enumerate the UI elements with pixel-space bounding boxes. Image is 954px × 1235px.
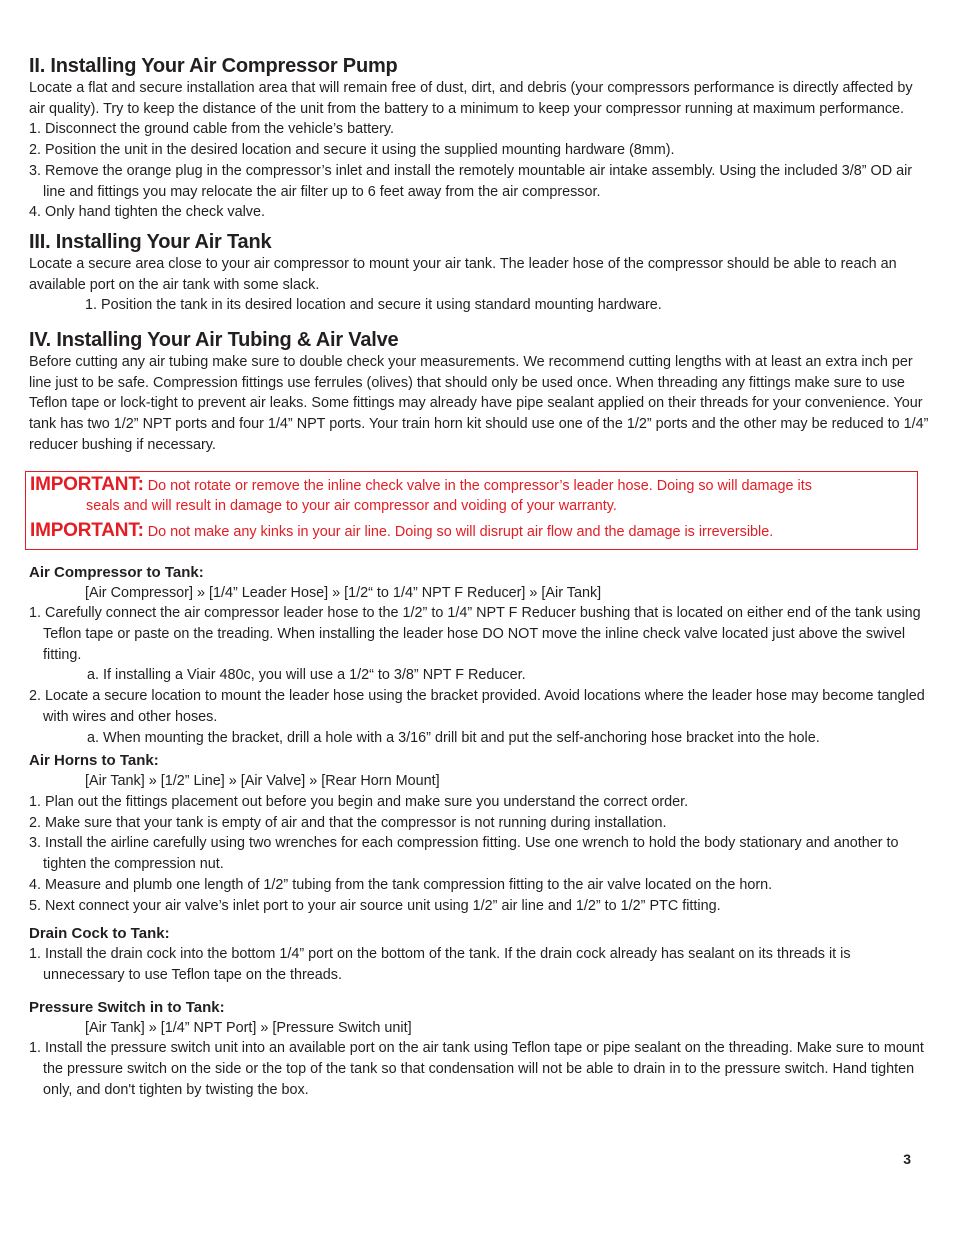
section-heading-air-tubing: IV. Installing Your Air Tubing & Air Valve <box>29 329 399 352</box>
step-item: 1. Position the tank in its desired location and secure it using standard mounting hardware. <box>85 297 662 314</box>
important-notice-box <box>25 471 918 550</box>
step-item: 3. Install the airline carefully using two wrenches for each compression fitting. Use one wrench to hold the body stationary and another to tighten the compression nut. <box>29 835 899 873</box>
important-label: IMPORTANT: <box>30 473 144 495</box>
step-item: 4. Measure and plumb one length of 1/2” tubing from the tank compression fitting to the air valve located on the horn. <box>29 876 773 893</box>
manual-page <box>29 54 929 1100</box>
important-note <box>30 475 917 497</box>
step-item: 1. Disconnect the ground cable from the vehicle’s battery. <box>29 121 395 138</box>
step-item: 1. Plan out the fittings placement out before you begin and make sure you understand the correct order. <box>29 793 689 810</box>
page-number: 3 <box>903 1151 911 1167</box>
step-item: 1. Install the pressure switch unit into an available port on the air tank using Teflon tape or pipe sealant on the threading. Make sure to mount the pressure switch on the side or the top of the tank so that condensation will not be able to drain in to the pressure switch. Hand tighten only, and don't tighten by twisting the box. <box>29 1040 924 1098</box>
sub-step-item: a. When mounting the bracket, drill a hole with a 3/16” drill bit and put the self-anchoring hose bracket into the hole. <box>87 729 820 746</box>
important-label: IMPORTANT: <box>30 519 144 541</box>
connection-path: [Air Compressor] » [1/4” Leader Hose] » [1/2“ to 1/4” NPT F Reducer] » [Air Tank] <box>85 584 602 601</box>
connection-path: [Air Tank] » [1/4” NPT Port] » [Pressure Switch unit] <box>85 1019 412 1036</box>
section-intro: Locate a flat and secure installation area that will remain free of dust, dirt, and debris (your compressors performance is directly affected by air quality). Try to keep the distance of the unit from the battery to a minimum to keep your compressor running at maximum performance. <box>29 80 913 117</box>
step-item: 2. Locate a secure location to mount the leader hose using the bracket provided. Avoid locations where the leader hose may become tangled with wires and other hoses. <box>29 688 925 725</box>
connection-path: [Air Tank] » [1/2” Line] » [Air Valve] » [Rear Horn Mount] <box>85 773 440 790</box>
important-note <box>30 521 917 543</box>
step-item: 1. Carefully connect the air compressor leader hose to the 1/2” to 1/4” NPT F Reducer bushing that is located on either end of the tank using Teflon tape or paste on the treading. When installing the leader hose DO NOT move the inline check valve located just above the swivel fitting. <box>29 605 921 663</box>
step-item: 5. Next connect your air valve’s inlet port to your air source unit using 1/2” air line and 1/2” to 1/2” PTC fitting. <box>29 897 721 914</box>
subheading-compressor-to-tank: Air Compressor to Tank: <box>29 563 204 581</box>
step-item: 3. Remove the orange plug in the compressor’s inlet and install the remotely mountable air intake assembly. Using the included 3/8” OD air line and fittings you may relocate the air filter up to 6 feet away from the air compressor. <box>29 162 913 200</box>
subheading-drain-cock: Drain Cock to Tank: <box>29 925 170 943</box>
important-text: Do not rotate or remove the inline check valve in the compressor’s leader hose. Doing so will damage its <box>147 477 812 494</box>
step-item: 2. Position the unit in the desired location and secure it using the supplied mounting hardware (8mm). <box>29 142 675 159</box>
section-heading-air-tank: III. Installing Your Air Tank <box>29 230 272 253</box>
section-intro: Before cutting any air tubing make sure to double check your measurements. We recommend cutting lengths with at least an extra inch per line just to be safe. Compression fittings use ferrules (olives) that should only be used once. When threading any fittings make sure to use Teflon tape or lock-tight to prevent air leaks. Some fittings may already have pipe sealant applied on their threads for your convenience. Your tank has two 1/2” NPT ports and four 1/4” NPT ports. Your train horn kit should use one of the 1/2” ports and the other may be reduced to 1/4” reducer bushing if necessary. <box>29 354 929 453</box>
section-intro: Locate a secure area close to your air compressor to mount your air tank. The leader hose of the compressor should be able to reach an available port on the air tank with some slack. <box>29 255 897 293</box>
step-item: 4. Only hand tighten the check valve. <box>29 204 265 221</box>
important-text: Do not make any kinks in your air line. Doing so will disrupt air flow and the damage is irreversible. <box>147 523 774 540</box>
important-text-continued: seals and will result in damage to your air compressor and voiding of your warranty. <box>86 498 617 515</box>
subheading-horns-to-tank: Air Horns to Tank: <box>29 752 159 770</box>
step-item: 2. Make sure that your tank is empty of air and that the compressor is not running during installation. <box>29 814 667 831</box>
step-item: 1. Install the drain cock into the bottom 1/4” port on the bottom of the tank. If the drain cock already has sealant on its threads it is unnecessary to use Teflon tape on the threads. <box>29 946 851 983</box>
subheading-pressure-switch: Pressure Switch in to Tank: <box>29 998 225 1016</box>
sub-step-item: a. If installing a Viair 480c, you will use a 1/2“ to 3/8” NPT F Reducer. <box>87 667 526 684</box>
section-heading-compressor-pump: II. Installing Your Air Compressor Pump <box>29 55 398 77</box>
